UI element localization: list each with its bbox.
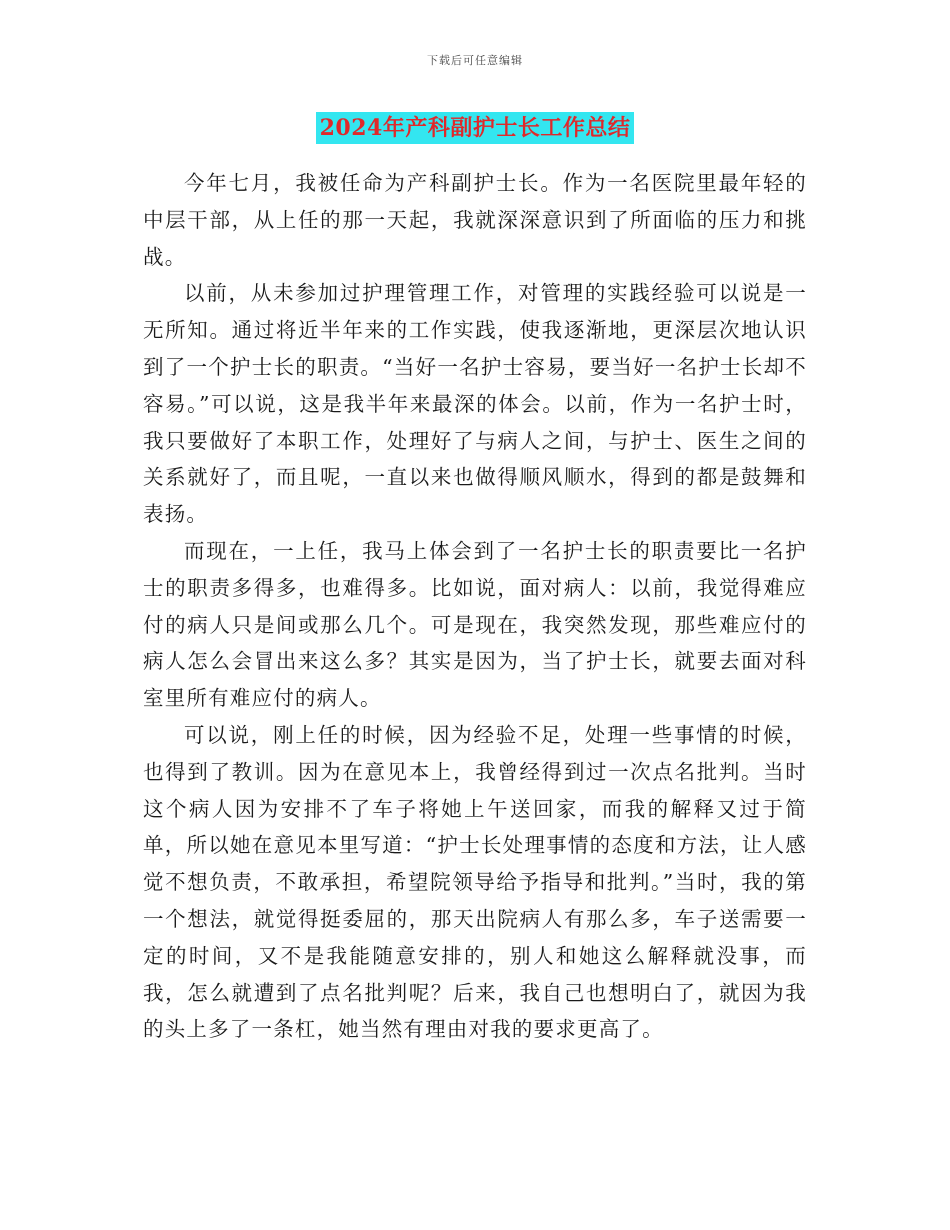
page-header: 下载后可任意编辑 — [427, 54, 523, 67]
paragraph-2: 以前，从未参加过护理管理工作，对管理的实践经验可以说是一无所知。通过将近半年来的工作实践，使我逐渐地，更深层次地认识到了一个护士长的职责。“当好一名护士容易，要当好一名护士长却不容易。”可以说，这是我半年来最深的体会。以前，作为一名护士时，我只要做好了本职工作，处理好了与病人之间，与护士、医生之间的关系就好了，而且呢，一直以来也做得顺风顺水，得到的都是鼓舞和表扬。 — [143, 281, 807, 527]
document-title: 2024年产科副护士长工作总结 — [316, 112, 635, 144]
paragraph-4: 可以说，刚上任的时候，因为经验不足，处理一些事情的时候，也得到了教训。因为在意见本上，我曾经得到过一次点名批判。当时这个病人因为安排不了车子将她上午送回家，而我的解释又过于简单，所以她在意见本里写道：“护士长处理事情的态度和方法，让人感觉不想负责，不敢承担，希望院领导给予指导和批判。”当时，我的第一个想法，就觉得挺委屈的，那天出院病人有那么多，车子送需要一定的时间，又不是我能随意安排的，别人和她这么解释就没事，而我，怎么就遭到了点名批判呢？后来，我自己也想明白了，就因为我的头上多了一条杠，她当然有理由对我的要求更高了。 — [143, 722, 807, 1042]
title-container — [0, 112, 950, 144]
paragraph-1: 今年七月，我被任命为产科副护士长。作为一名医院里最年轻的中层干部，从上任的那一天起，我就深深意识到了所面临的压力和挑战。 — [143, 171, 807, 269]
document-body — [143, 165, 807, 1048]
paragraph-3: 而现在，一上任，我马上体会到了一名护士长的职责要比一名护士的职责多得多，也难得多。比如说，面对病人：以前，我觉得难应付的病人只是间或那么几个。可是现在，我突然发现，那些难应付的病人怎么会冒出来这么多？其实是因为，当了护士长，就要去面对科室里所有难应付的病人。 — [143, 538, 807, 711]
